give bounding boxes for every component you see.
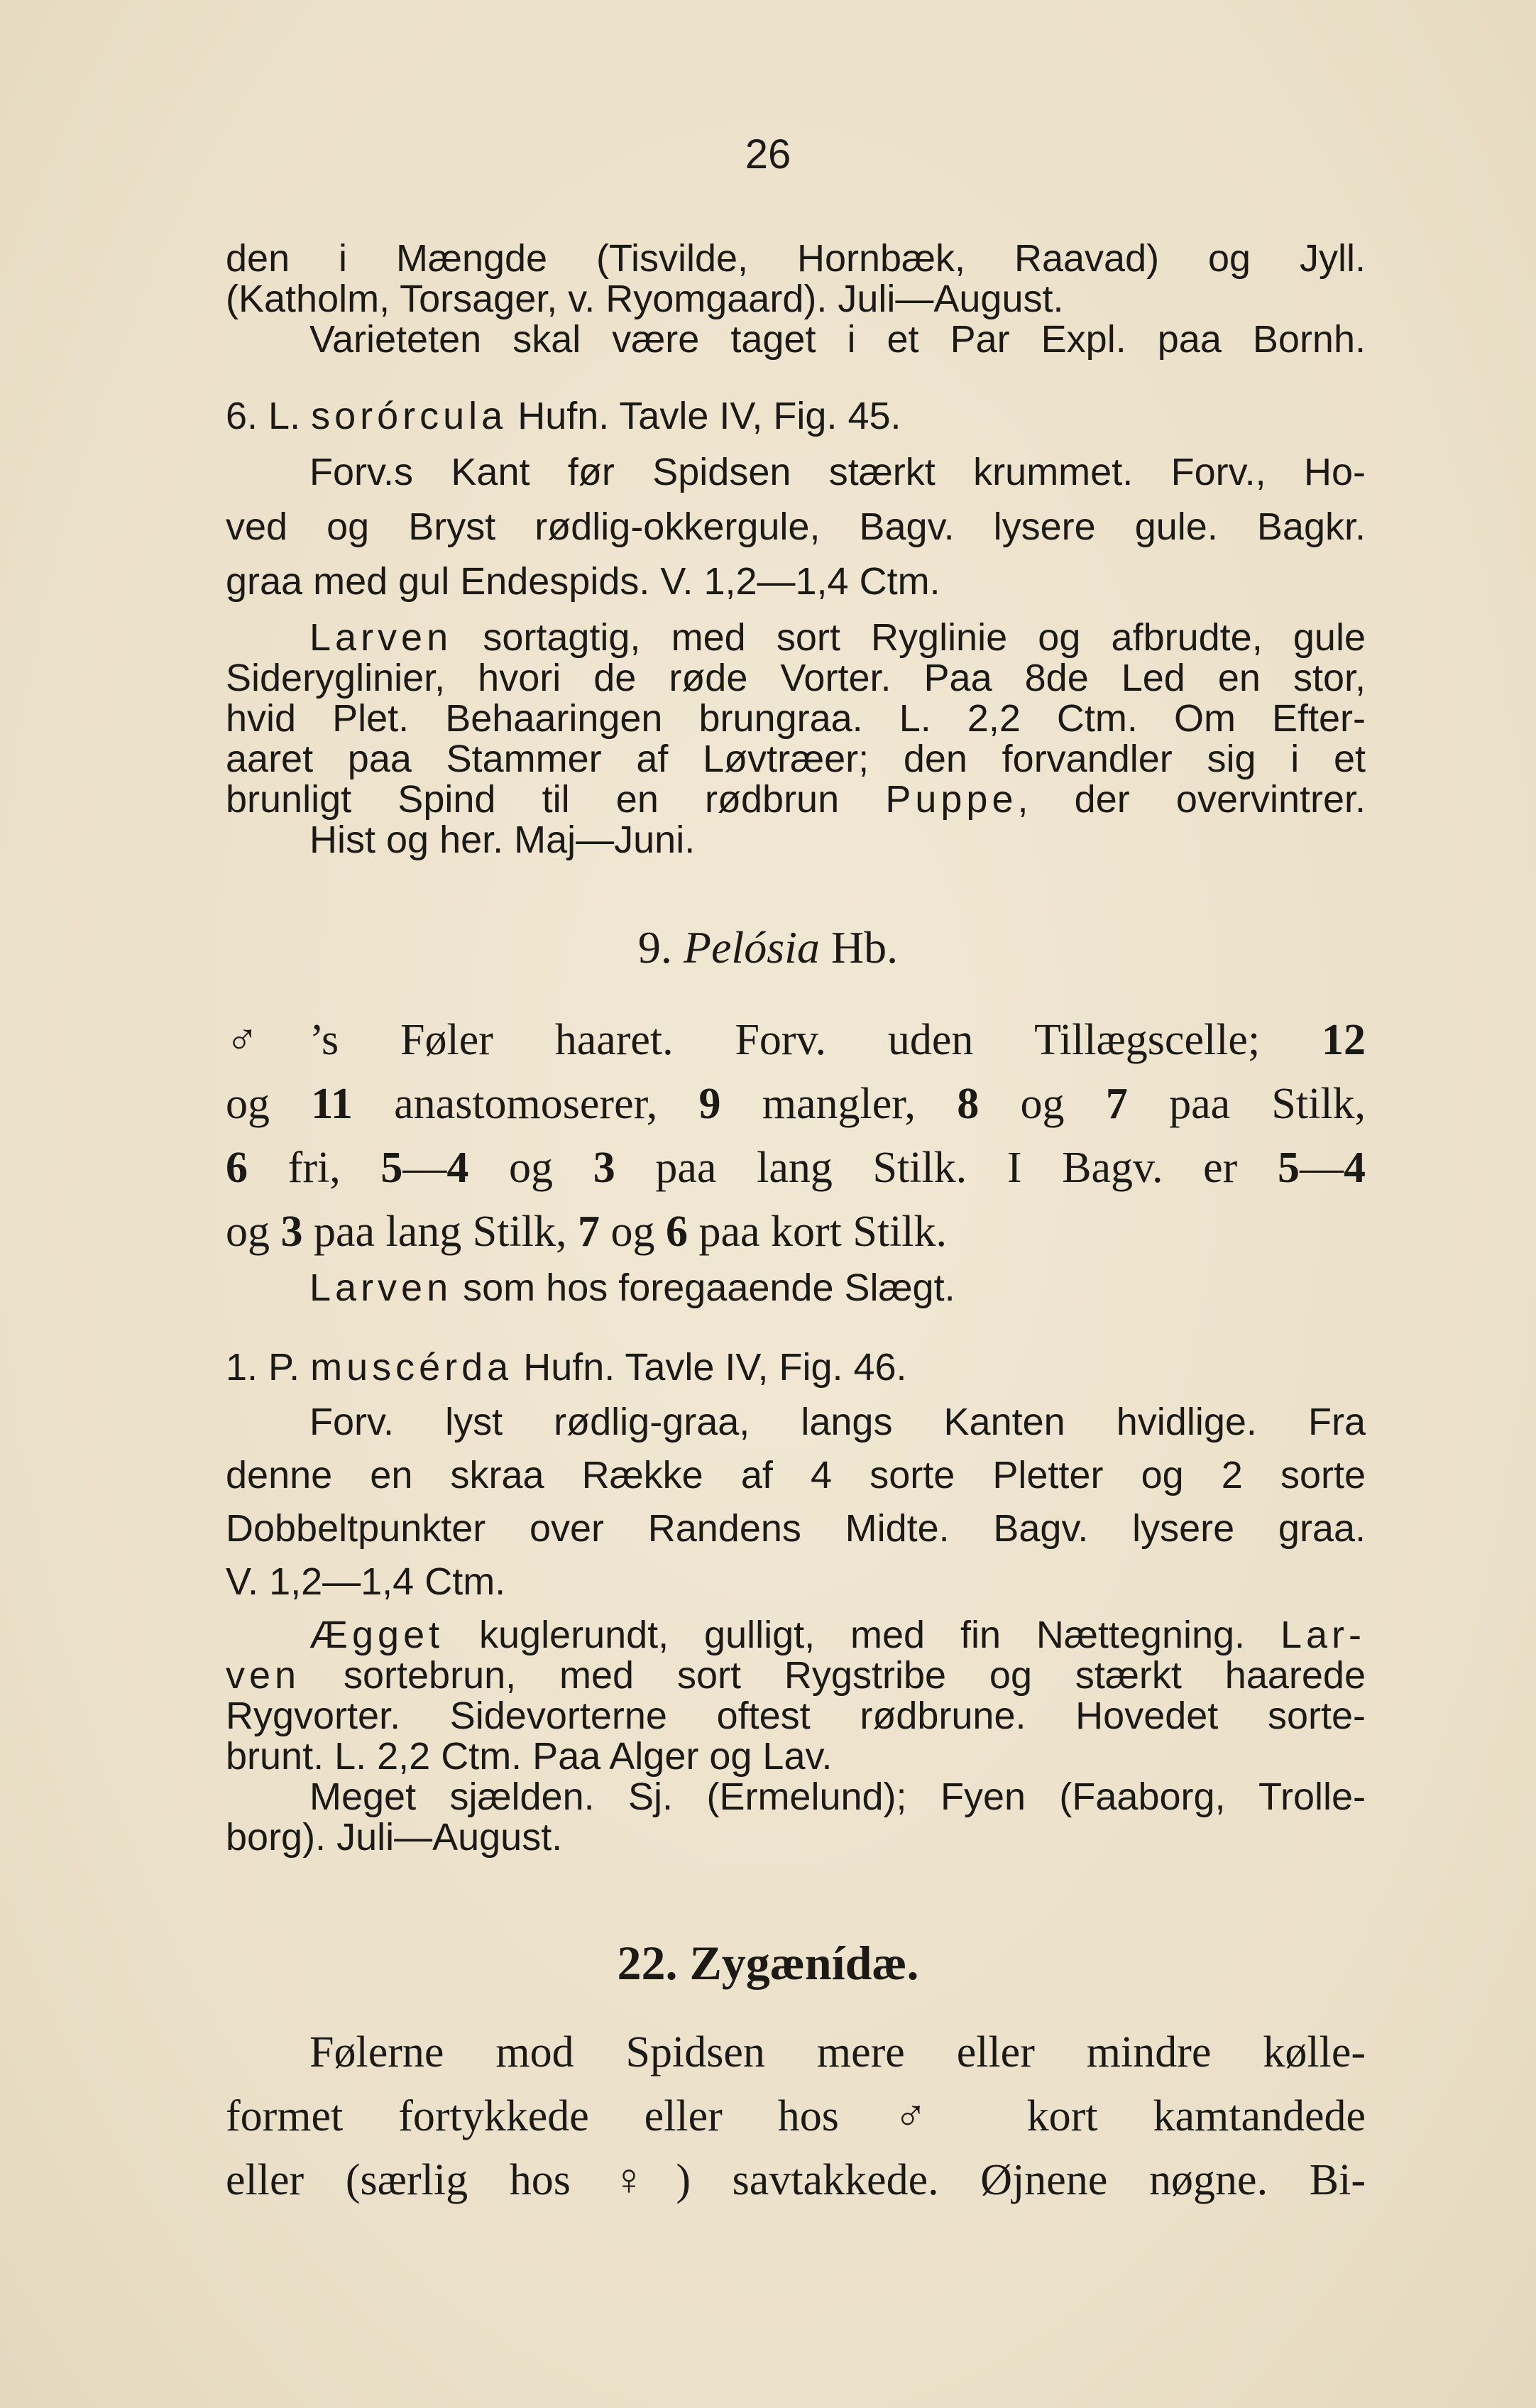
- genus-heading: [0, 921, 1536, 974]
- text-line: [226, 1656, 1366, 1696]
- text-line: borg). Juli—August.: [226, 1817, 563, 1858]
- text-span: mangler,: [762, 1080, 916, 1128]
- text-line: graa med gul Endespids. V. 1,2—1,4 Ctm.: [226, 562, 940, 602]
- larva-word: Lar-: [1280, 1615, 1366, 1656]
- text-line: [226, 1136, 1366, 1200]
- vein-number: 8: [957, 1080, 980, 1128]
- species-entry-muscerda: [226, 1347, 1366, 1858]
- species-number: 6. L.: [226, 396, 301, 437]
- text-line: Følerne mod Spidsen mere eller mindre kølle-: [309, 2028, 1366, 2076]
- text-line: Forv. lyst rødlig-graa, langs Kanten hvidlige. Fra: [309, 1402, 1366, 1443]
- text-span: og: [226, 1080, 270, 1128]
- family-number: 22.: [617, 1936, 678, 1990]
- family-name: Zygænídæ.: [689, 1936, 919, 1990]
- species-name: sorórcula: [311, 396, 508, 437]
- larva-word: ven: [226, 1656, 301, 1696]
- text-span: brunligt Spind til en rødbrun: [226, 779, 840, 820]
- genus-number: 9.: [637, 922, 672, 973]
- larva-word: Larven: [309, 1268, 453, 1308]
- larva-line: [226, 618, 1366, 658]
- text-line: V. 1,2—1,4 Ctm.: [226, 1562, 506, 1602]
- species-reference: Hufn. Tavle IV, Fig. 46.: [523, 1347, 907, 1388]
- text-line: formet fortykkede eller hos ♂ kort kamtandede: [226, 2092, 1366, 2140]
- species-entry-sororcula: [226, 396, 1366, 860]
- text-line: Varieteten skal være taget i et Par Expl. paa Bornh.: [309, 319, 1366, 360]
- text-span: anastomoserer,: [394, 1080, 658, 1128]
- text-line: [226, 1072, 1366, 1136]
- species-heading: [226, 396, 1366, 437]
- species-name: muscérda: [310, 1347, 513, 1388]
- text-span: og: [610, 1208, 655, 1256]
- text-line: aaret paa Stammer af Løvtræer; den forvandler sig i et: [226, 739, 1366, 779]
- text-span: sortebrun, med sort Rygstribe og stærkt haarede: [344, 1656, 1366, 1696]
- vein-number: 5: [380, 1144, 403, 1192]
- text-line: eller (særlig hos ♀) savtakkede. Øjnene nøgne. Bi-: [226, 2156, 1366, 2204]
- vein-number: 4: [1344, 1144, 1366, 1192]
- egg-word: Ægget: [309, 1615, 444, 1656]
- pupa-line: [226, 779, 1366, 820]
- larva-line: [226, 1268, 1366, 1308]
- text-span: paa lang Stilk,: [314, 1208, 567, 1256]
- text-span: kuglerundt, gulligt, med fin Nættegning.: [479, 1615, 1246, 1656]
- vein-number: 3: [280, 1208, 303, 1256]
- text-line: Forv.s Kant før Spidsen stærkt krummet. Forv., Ho-: [309, 452, 1366, 493]
- text-line: [226, 1008, 1366, 1072]
- text-span: , der overvintrer.: [1017, 779, 1366, 820]
- vein-number: 7: [1105, 1080, 1128, 1128]
- text-span: og: [509, 1144, 554, 1192]
- continuation-paragraph: [226, 239, 1366, 360]
- species-number: 1. P.: [226, 1347, 300, 1388]
- pupa-word: Puppe: [885, 779, 1018, 820]
- larva-word: Larven: [309, 618, 453, 658]
- text-span: og: [1020, 1080, 1065, 1128]
- text-line: Hist og her. Maj—Juni.: [309, 820, 696, 860]
- text-line: den i Mængde (Tisvilde, Hornbæk, Raavad) og Jyll.: [226, 239, 1366, 279]
- text-span: ♂’s Føler haaret. Forv. uden Tillægscelle;: [226, 1016, 1261, 1064]
- text-span: fri,: [287, 1144, 341, 1192]
- family-description: [226, 2020, 1366, 2212]
- text-span: og: [226, 1208, 270, 1256]
- species-reference: Hufn. Tavle IV, Fig. 45.: [517, 396, 901, 437]
- text-line: hvid Plet. Behaaringen brungraa. L. 2,2 Ctm. Om Efter-: [226, 699, 1366, 739]
- text-span: sortagtig, med sort Ryglinie og afbrudte, gule: [483, 618, 1366, 658]
- text-span: paa Stilk,: [1169, 1080, 1366, 1128]
- vein-number: 6: [665, 1208, 688, 1256]
- text-span: —: [1300, 1144, 1344, 1192]
- text-line: Sideryglinier, hvori de røde Vorter. Paa 8de Led en stor,: [226, 658, 1366, 699]
- vein-number: 6: [226, 1144, 248, 1192]
- text-line: Meget sjælden. Sj. (Ermelund); Fyen (Faaborg, Trolle-: [309, 1777, 1366, 1817]
- text-span: paa lang Stilk. I Bagv. er: [655, 1144, 1238, 1192]
- text-line: ved og Bryst rødlig-okkergule, Bagv. lysere gule. Bagkr.: [226, 507, 1366, 547]
- genus-name: Pelósia: [683, 922, 820, 973]
- genus-description: [226, 1008, 1366, 1308]
- vein-number: 7: [577, 1208, 600, 1256]
- vein-number: 4: [446, 1144, 469, 1192]
- text-line: (Katholm, Torsager, v. Ryomgaard). Juli—August.: [226, 279, 1064, 319]
- text-span: —: [402, 1144, 447, 1192]
- text-line: [226, 1200, 1366, 1264]
- vein-number: 9: [698, 1080, 721, 1128]
- text-line: Dobbeltpunkter over Randens Midte. Bagv. lysere graa.: [226, 1509, 1366, 1549]
- species-heading: [226, 1347, 1366, 1388]
- vein-number: 3: [593, 1144, 615, 1192]
- text-span: som hos foregaaende Slægt.: [463, 1268, 955, 1308]
- text-line: Rygvorter. Sidevorterne oftest rødbrune. Hovedet sorte-: [226, 1696, 1366, 1736]
- page-number: 26: [745, 131, 791, 177]
- text-line: denne en skraa Række af 4 sorte Pletter og 2 sorte: [226, 1455, 1366, 1496]
- vein-number: 5: [1278, 1144, 1300, 1192]
- vein-number: 12: [1322, 1016, 1366, 1064]
- genus-author: Hb.: [830, 922, 899, 973]
- egg-line: [226, 1615, 1366, 1656]
- family-heading: [0, 1935, 1536, 1991]
- text-line: brunt. L. 2,2 Ctm. Paa Alger og Lav.: [226, 1736, 833, 1777]
- vein-number: 11: [311, 1080, 353, 1128]
- text-span: paa kort Stilk.: [698, 1208, 948, 1256]
